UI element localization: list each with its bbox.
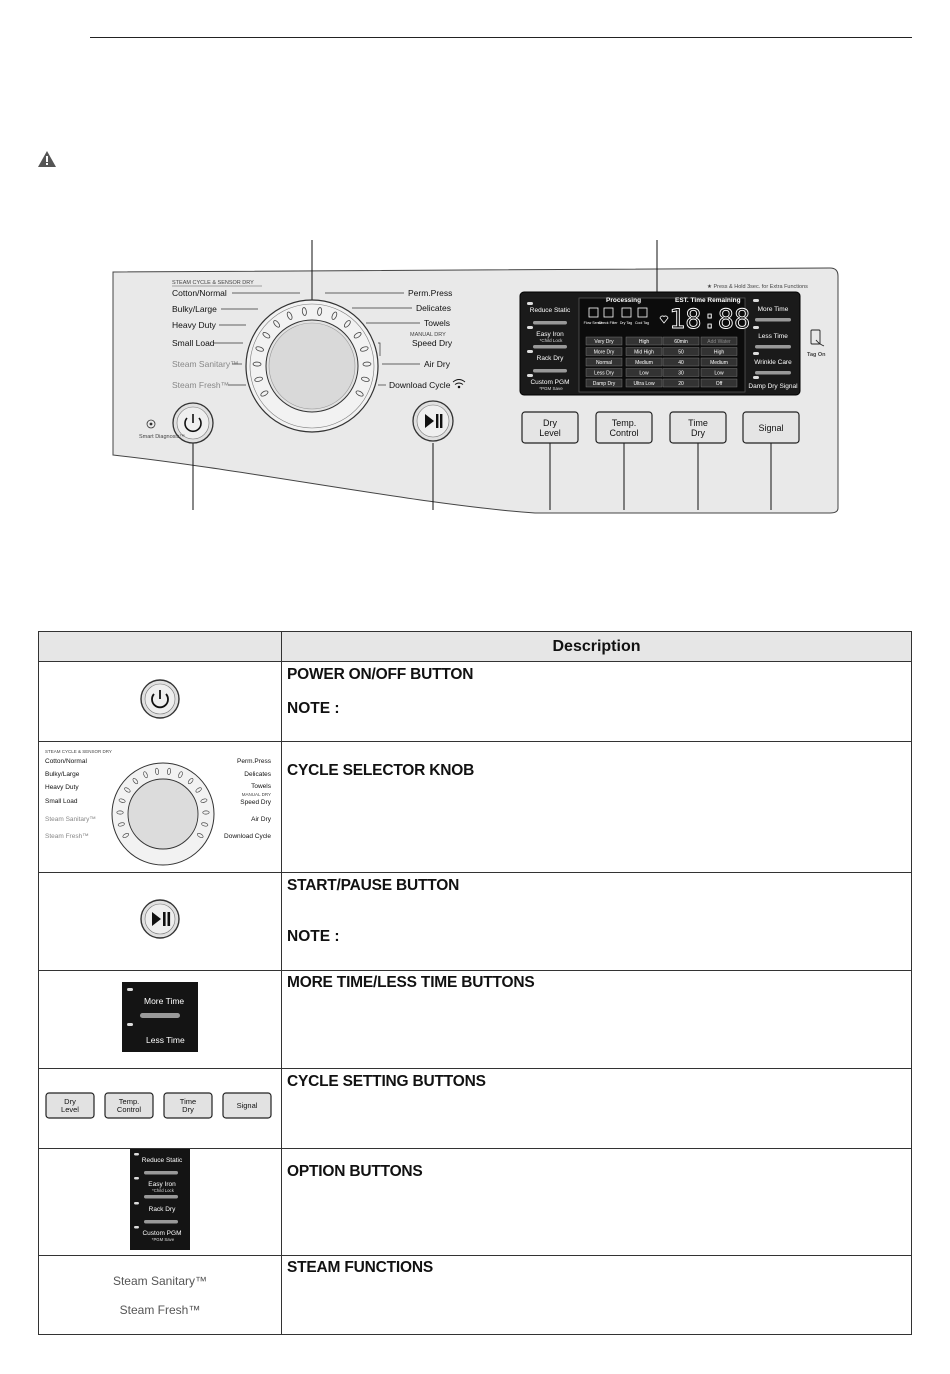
description-table (38, 631, 912, 1335)
steam-fresh-label: Steam Fresh™ (119, 1302, 201, 1317)
display-cell: More Dry (593, 349, 615, 356)
display-cell: 20 (678, 381, 684, 387)
setting-button-label-3: Signal (758, 423, 784, 433)
mini-right-3: Speed Dry (240, 799, 271, 806)
option-button-1[interactable]: Easy Iron (536, 331, 564, 338)
display-cell: Ultra Low (633, 381, 655, 387)
mini-right-0: Perm.Press (237, 758, 271, 765)
display-cell: 60min (674, 339, 688, 345)
table-header-image (39, 632, 282, 662)
display-icon-label-0: Flow Sense (583, 321, 603, 325)
row-note-start: NOTE : (287, 928, 340, 945)
press-hold-note: ★ Press & Hold 3sec. for Extra Functions (707, 284, 808, 290)
child-lock-sub: *Child Lock (539, 338, 563, 343)
mini-option-0: Reduce Static (141, 1157, 183, 1164)
panel-cycle-steam-sanitary: Steam Sanitary™ (172, 359, 239, 369)
display-icon-label-1: Check Filter (598, 321, 618, 325)
mini-right-2: Towels (251, 783, 271, 790)
steam-sanitary-label: Steam Sanitary™ (112, 1273, 208, 1288)
table-row (39, 662, 912, 742)
mini-left-0: Cotton/Normal (45, 758, 87, 765)
cycle-setting-buttons-image (44, 1091, 276, 1121)
table-row (39, 971, 912, 1069)
panel-cycle-towels: Towels (424, 318, 450, 328)
mini-setting-2-b: Dry (182, 1105, 194, 1114)
mini-left-4: Steam Sanitary™ (45, 816, 96, 823)
right-option-button-2[interactable]: Wrinkle Care (754, 359, 792, 366)
cycle-selector-knob[interactable] (246, 300, 378, 432)
mini-child-lock: *Child Lock (152, 1188, 174, 1193)
display-cell: Damp Dry (592, 381, 616, 387)
panel-left-header: STEAM CYCLE & SENSOR DRY (172, 280, 254, 286)
display-cell: Low (714, 370, 724, 377)
setting-button-label-1: Temp. (611, 418, 637, 428)
row-title-start: START/PAUSE BUTTON (287, 877, 460, 894)
right-option-button-3[interactable]: Damp Dry Signal (748, 383, 798, 390)
row-title-knob: CYCLE SELECTOR KNOB (287, 762, 475, 779)
table-row (39, 1069, 912, 1149)
row-title-setting: CYCLE SETTING BUTTONS (287, 1073, 486, 1090)
row-title-time: MORE TIME/LESS TIME BUTTONS (287, 974, 535, 991)
display-cell: 40 (678, 360, 684, 366)
mini-left-2: Heavy Duty (45, 784, 79, 791)
start-pause-button[interactable] (413, 401, 453, 441)
mini-setting-1-b: Control (116, 1105, 142, 1114)
option-button-2[interactable]: Rack Dry (536, 355, 564, 362)
mini-setting-3: Signal (236, 1101, 258, 1110)
mini-option-3: Custom PGM (142, 1230, 182, 1237)
display-processing: Processing (606, 297, 642, 304)
power-button-image (138, 677, 182, 721)
right-option-button-0[interactable]: More Time (757, 306, 789, 313)
table-header-description: Description (282, 632, 912, 662)
mini-setting-0: Dry (64, 1097, 76, 1106)
display-cell: Medium (710, 360, 728, 366)
display-cell: Low (639, 370, 649, 377)
smart-diagnosis-label: Smart Diagnosis™ (139, 434, 185, 440)
mini-right-5: Download Cycle (224, 833, 271, 840)
setting-button-label-0-b: Level (539, 428, 561, 438)
display-cell: Normal (595, 360, 613, 366)
display-cell: 50 (678, 349, 684, 356)
setting-button-label-0: Dry (543, 418, 557, 428)
row-title-option: OPTION BUTTONS (287, 1163, 423, 1180)
display-cell: High (638, 339, 650, 345)
display-digits: 18:88 (669, 304, 751, 335)
cycle-knob-image (41, 742, 279, 867)
mini-setting-2: Time (179, 1097, 197, 1106)
table-row (39, 873, 912, 971)
mini-knob-header: STEAM CYCLE & SENSOR DRY (45, 749, 112, 754)
mini-option-1: Easy Iron (148, 1181, 176, 1188)
panel-cycle-speed-dry: Speed Dry (412, 338, 453, 348)
display-est-time: EST. Time Remaining (675, 297, 741, 304)
panel-cycle-heavy: Heavy Duty (172, 320, 216, 330)
setting-button-label-2-b: Dry (691, 428, 705, 438)
control-panel-diagram (0, 0, 950, 520)
mini-manual-dry: MANUAL DRY (241, 792, 271, 797)
more-less-time-image (122, 982, 198, 1052)
pgm-save-sub: *PGM Save (539, 386, 563, 391)
mini-less-time: Less Time (146, 1035, 185, 1045)
display-cell: Add Water (707, 339, 731, 345)
setting-button-label-1-b: Control (609, 428, 639, 438)
mini-right-4: Air Dry (251, 816, 271, 823)
table-row (39, 1149, 912, 1256)
panel-cycle-steam-fresh: Steam Fresh™ (172, 380, 230, 390)
display-icon-label-2: Dry Tag (619, 321, 633, 325)
table-row (39, 1256, 912, 1335)
row-note-power: NOTE : (287, 700, 340, 717)
panel-cycle-delicates: Delicates (416, 303, 451, 313)
tag-on-label: Tag On (807, 352, 826, 358)
mini-right-1: Delicates (244, 771, 271, 778)
display-cell: Very Dry (594, 339, 614, 345)
display-cell: High (713, 349, 725, 356)
display-cell: 30 (678, 370, 684, 377)
option-buttons-image (130, 1149, 190, 1250)
panel-cycle-cotton: Cotton/Normal (172, 288, 227, 298)
row-title-steam: STEAM FUNCTIONS (287, 1259, 433, 1276)
mini-more-time: More Time (144, 996, 185, 1006)
table-row (39, 742, 912, 873)
mini-pgm-save: *PGM Save (151, 1237, 175, 1242)
panel-cycle-bulky: Bulky/Large (172, 304, 217, 314)
option-button-0[interactable]: Reduce Static (529, 307, 571, 314)
display-icon-label-3: Cool Tag (634, 321, 650, 325)
setting-button-label-2: Time (688, 418, 708, 428)
panel-cycle-download: Download Cycle (389, 380, 451, 390)
row-title-power: POWER ON/OFF BUTTON (287, 666, 474, 683)
mini-left-3: Small Load (45, 798, 78, 805)
panel-cycle-air-dry: Air Dry (424, 359, 450, 369)
mini-setting-1: Temp. (118, 1097, 140, 1106)
mini-option-2: Rack Dry (148, 1206, 176, 1213)
panel-cycle-permpress: Perm.Press (408, 288, 453, 298)
panel-cycle-small: Small Load (172, 338, 215, 348)
start-pause-image (138, 897, 182, 941)
mini-setting-0-b: Level (61, 1105, 79, 1114)
display-cell: Mid High (634, 349, 654, 356)
display-cell: Medium (635, 360, 653, 366)
option-button-3[interactable]: Custom PGM (530, 379, 570, 386)
mini-left-1: Bulky/Large (45, 771, 80, 778)
display-cell: Off (715, 381, 723, 387)
display-cell: Less Dry (594, 370, 614, 377)
right-option-button-1[interactable]: Less Time (758, 333, 788, 340)
panel-manual-dry: MANUAL DRY (410, 332, 446, 338)
mini-left-5: Steam Fresh™ (45, 833, 89, 840)
